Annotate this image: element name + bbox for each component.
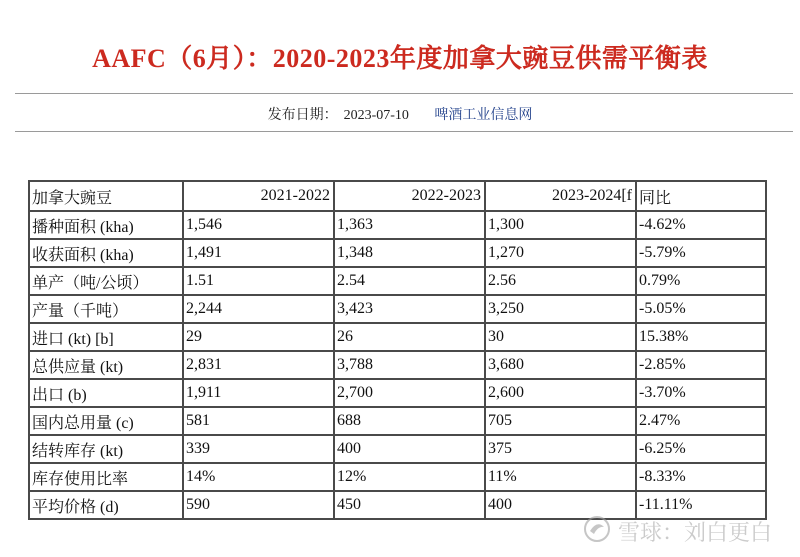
header-cell: 2022-2023	[334, 181, 485, 211]
row-label-cell: 进口 (kt) [b]	[29, 323, 183, 351]
header-cell: 加拿大豌豆	[29, 181, 183, 211]
row-label-cell: 平均价格 (d)	[29, 491, 183, 519]
value-cell: 2.47%	[636, 407, 766, 435]
value-cell: 1,546	[183, 211, 334, 239]
table-header-row	[29, 181, 766, 211]
value-cell: 11%	[485, 463, 636, 491]
value-cell: 2,831	[183, 351, 334, 379]
value-cell: 1.51	[183, 267, 334, 295]
header-cell: 2021-2022	[183, 181, 334, 211]
header-cell: 同比	[636, 181, 766, 211]
value-cell: 450	[334, 491, 485, 519]
value-cell: -3.70%	[636, 379, 766, 407]
table-body	[29, 211, 766, 519]
value-cell: 688	[334, 407, 485, 435]
publish-info	[0, 104, 800, 124]
value-cell: 30	[485, 323, 636, 351]
value-cell: 2,700	[334, 379, 485, 407]
table-row	[29, 463, 766, 491]
supply-demand-table	[28, 180, 767, 520]
watermark	[582, 514, 782, 548]
value-cell: -2.85%	[636, 351, 766, 379]
source-link[interactable]: 啤酒工业信息网	[434, 108, 533, 123]
table-row	[29, 323, 766, 351]
value-cell: 1,491	[183, 239, 334, 267]
value-cell: 2,244	[183, 295, 334, 323]
header-cell: 2023-2024[f	[485, 181, 636, 211]
value-cell: 705	[485, 407, 636, 435]
value-cell: 3,423	[334, 295, 485, 323]
value-cell: 15.38%	[636, 323, 766, 351]
value-cell: -5.79%	[636, 239, 766, 267]
row-label-cell: 国内总用量 (c)	[29, 407, 183, 435]
value-cell: 581	[183, 407, 334, 435]
table-row	[29, 211, 766, 239]
table-row	[29, 239, 766, 267]
value-cell: 590	[183, 491, 334, 519]
value-cell: 26	[334, 323, 485, 351]
value-cell: 400	[334, 435, 485, 463]
value-cell: -6.25%	[636, 435, 766, 463]
row-label-cell: 播种面积 (kha)	[29, 211, 183, 239]
publish-date: 2023-07-10	[343, 108, 409, 123]
divider-top	[15, 93, 793, 94]
publish-date-label: 发布日期：	[267, 108, 338, 123]
value-cell: 0.79%	[636, 267, 766, 295]
value-cell: 2.56	[485, 267, 636, 295]
table-row	[29, 407, 766, 435]
value-cell: 29	[183, 323, 334, 351]
row-label-cell: 结转库存 (kt)	[29, 435, 183, 463]
table-row	[29, 351, 766, 379]
value-cell: 2,600	[485, 379, 636, 407]
row-label-cell: 产量（千吨）	[29, 295, 183, 323]
value-cell: 2.54	[334, 267, 485, 295]
table-row	[29, 379, 766, 407]
value-cell: 339	[183, 435, 334, 463]
value-cell: 1,270	[485, 239, 636, 267]
row-label-cell: 单产（吨/公顷）	[29, 267, 183, 295]
value-cell: -5.05%	[636, 295, 766, 323]
row-label-cell: 库存使用比率	[29, 463, 183, 491]
value-cell: 3,250	[485, 295, 636, 323]
value-cell: 1,911	[183, 379, 334, 407]
value-cell: 3,680	[485, 351, 636, 379]
value-cell: 3,788	[334, 351, 485, 379]
value-cell: -4.62%	[636, 211, 766, 239]
value-cell: 14%	[183, 463, 334, 491]
value-cell: -8.33%	[636, 463, 766, 491]
value-cell: 1,300	[485, 211, 636, 239]
value-cell: 375	[485, 435, 636, 463]
value-cell: -11.11%	[636, 491, 766, 519]
row-label-cell: 总供应量 (kt)	[29, 351, 183, 379]
watermark-text: 雪球：刘白更白	[618, 521, 773, 546]
table-row	[29, 267, 766, 295]
value-cell: 12%	[334, 463, 485, 491]
row-label-cell: 收获面积 (kha)	[29, 239, 183, 267]
value-cell: 1,363	[334, 211, 485, 239]
value-cell: 400	[485, 491, 636, 519]
table-row	[29, 295, 766, 323]
divider-bottom	[15, 131, 793, 132]
snowball-logo-icon	[582, 514, 612, 544]
row-label-cell: 出口 (b)	[29, 379, 183, 407]
value-cell: 1,348	[334, 239, 485, 267]
table-row	[29, 435, 766, 463]
page-title: AAFC（6月）：2020-2023年度加拿大豌豆供需平衡表	[92, 44, 708, 73]
